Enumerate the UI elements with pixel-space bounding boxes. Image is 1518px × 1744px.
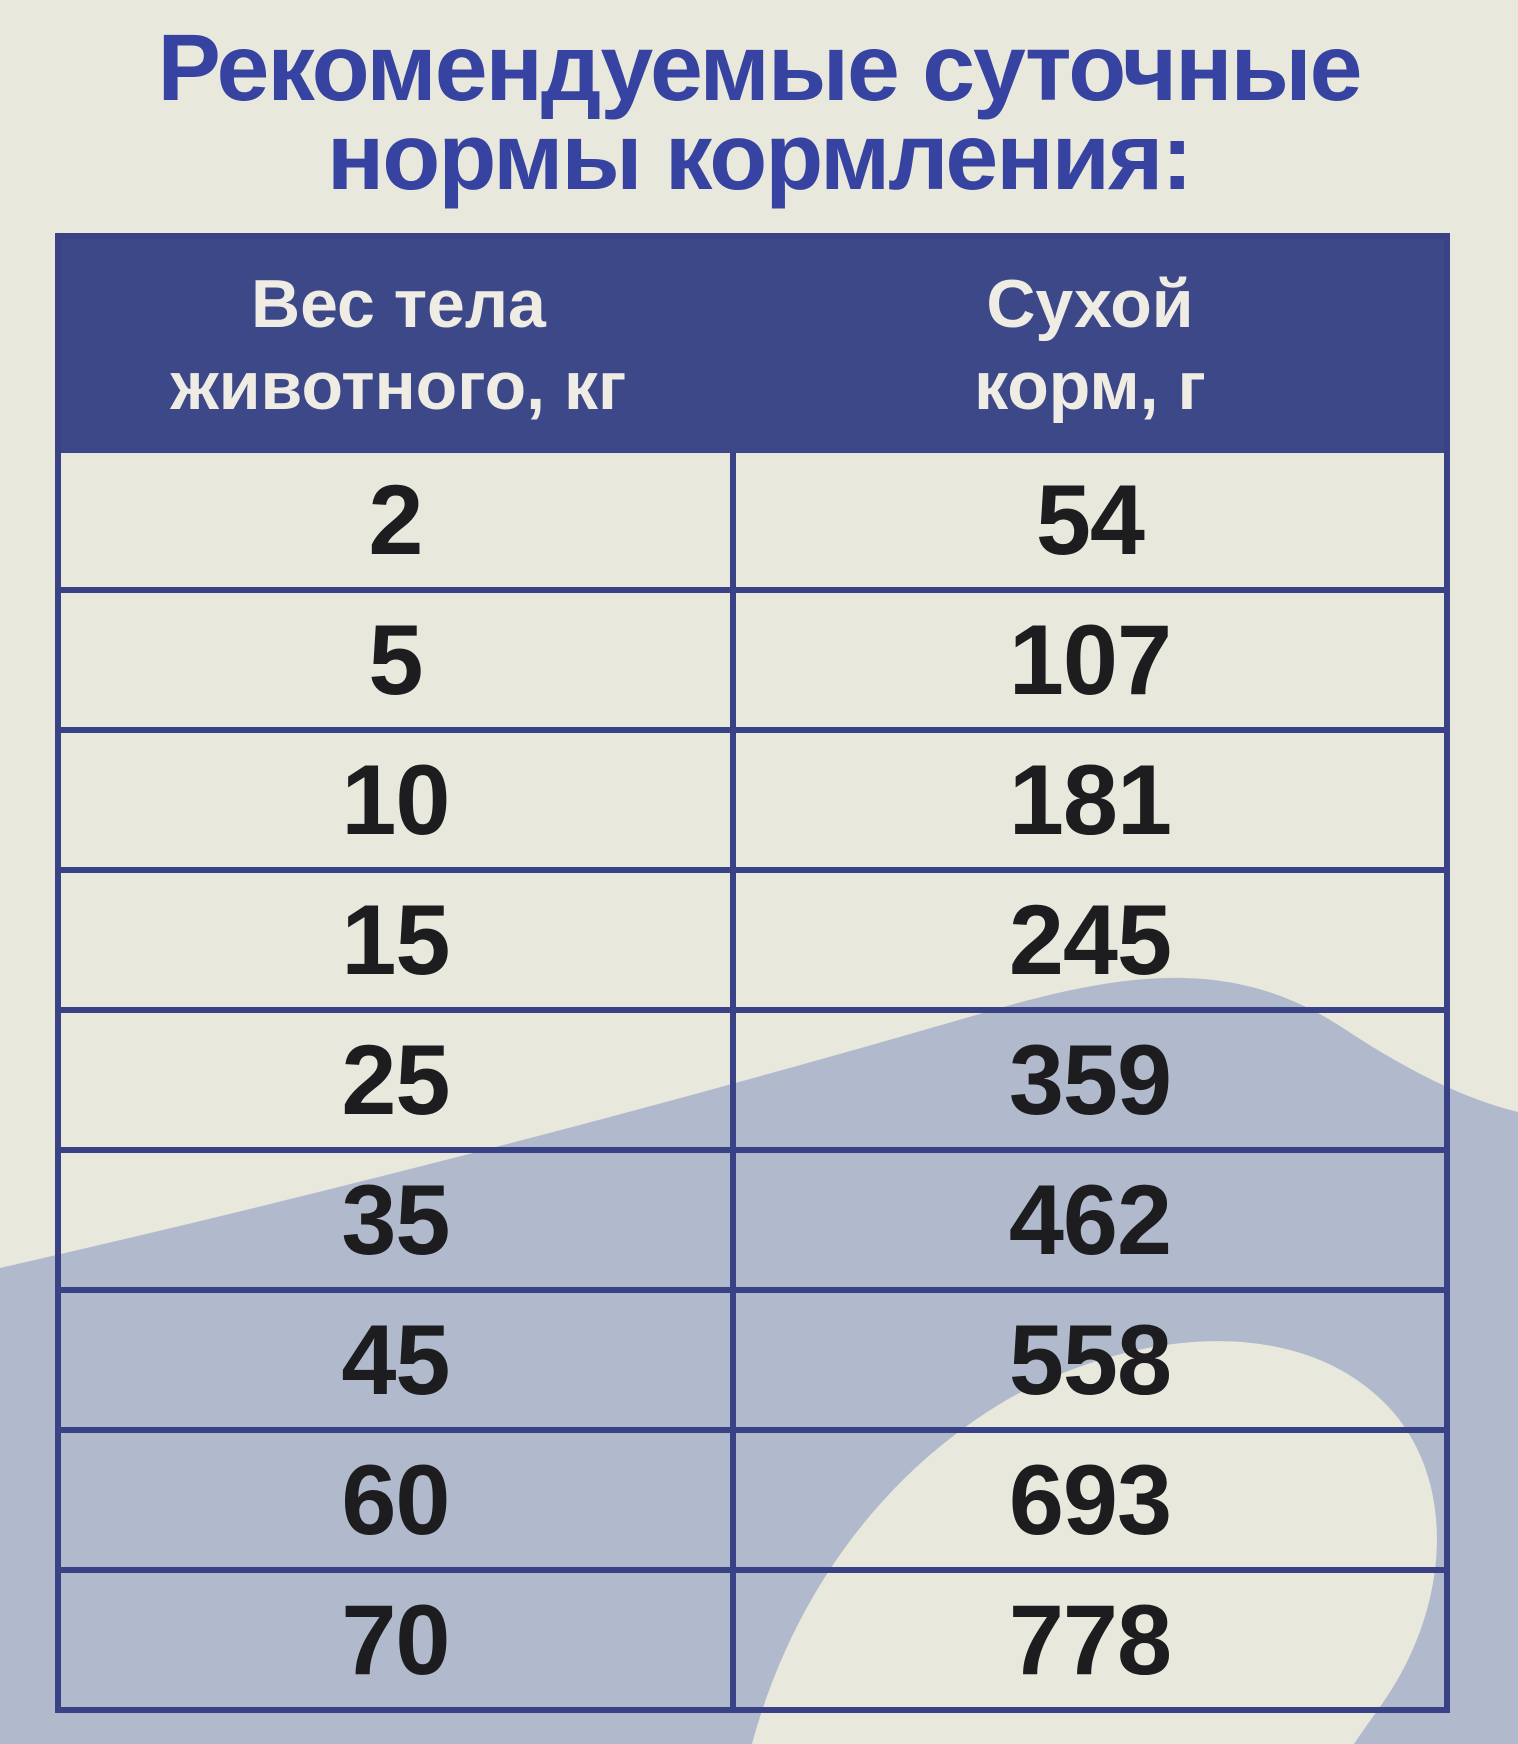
column-header-body-weight-line-2: животного, кг	[170, 348, 627, 424]
column-header-dry-food-line-1: Сухой	[986, 266, 1194, 343]
weight-cell: 2	[61, 453, 736, 587]
food-cell: 245	[1008, 884, 1172, 995]
table-body	[61, 453, 1444, 1707]
table-row	[61, 1287, 1444, 1427]
table-row	[61, 727, 1444, 867]
title-line-2: нормы кормления:	[326, 104, 1192, 211]
column-header-dry-food-line-2: корм, г	[974, 348, 1206, 424]
weight-cell: 10	[61, 733, 736, 867]
table-header-row	[61, 239, 1444, 453]
weight-cell: 60	[61, 1433, 736, 1567]
column-header-body-weight-line-1: Вес тела	[251, 266, 546, 343]
food-cell: 778	[1008, 1584, 1172, 1695]
food-cell: 107	[1008, 604, 1172, 715]
weight-cell: 45	[61, 1293, 736, 1427]
food-cell: 181	[1008, 744, 1172, 855]
weight-cell: 25	[61, 1013, 736, 1147]
table-row	[61, 587, 1444, 727]
table-row	[61, 1007, 1444, 1147]
column-header-body-weight	[61, 239, 736, 453]
weight-cell: 35	[61, 1153, 736, 1287]
weight-cell: 15	[61, 873, 736, 1007]
table-row	[61, 1427, 1444, 1567]
table-row	[61, 453, 1444, 587]
feeding-table	[55, 233, 1450, 1713]
table-row	[61, 1567, 1444, 1707]
weight-cell: 5	[61, 593, 736, 727]
page-title	[0, 15, 1518, 211]
table-row	[61, 867, 1444, 1007]
food-cell: 693	[1008, 1444, 1172, 1555]
column-header-dry-food	[736, 239, 1444, 453]
food-cell: 462	[1008, 1164, 1172, 1275]
food-cell: 359	[1008, 1024, 1172, 1135]
table-row	[61, 1147, 1444, 1287]
food-cell: 558	[1008, 1304, 1172, 1415]
title-line-1: Рекомендуемые суточные	[157, 15, 1361, 121]
food-cell: 54	[1035, 464, 1144, 575]
weight-cell: 70	[61, 1573, 736, 1707]
